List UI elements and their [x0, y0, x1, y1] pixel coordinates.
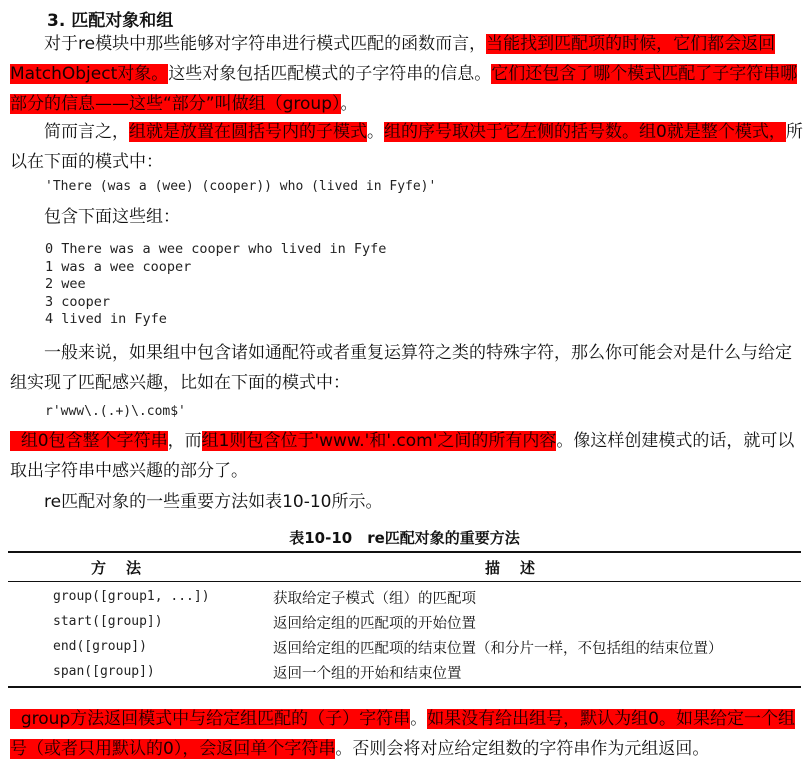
table-row [8, 584, 801, 609]
table-header-rule [8, 581, 801, 582]
paragraph-match-object [10, 29, 805, 119]
text-run: 包含下面这些组： [44, 207, 180, 227]
table-row [8, 609, 801, 634]
text-run: 这些对象包括匹配模式的子字符串的信息。 [168, 64, 492, 84]
table-row [8, 659, 801, 684]
highlight-run: 组的序号取决于它左侧的括号数。组0就是整个模式， [384, 122, 786, 142]
paragraph-groups-list-intro [10, 202, 805, 232]
text-run: 一般来说，如果组中包含诸如通配符或者重复运算符之类的特殊字符，那么你可能会对是什么与给定组实现了匹配感兴趣，比如在下面的模式中： [10, 343, 792, 393]
text-run: 所以在下面的模式中： [10, 122, 803, 172]
table-header-description: 描述 [485, 559, 556, 577]
text-run: 。 [340, 94, 358, 114]
table-bottom-rule [8, 686, 801, 688]
section-heading: 3. 匹配对象和组 [47, 11, 174, 31]
table-cell-method: end([group]) [53, 639, 147, 654]
table-cell-description: 获取给定子模式（组）的匹配项 [273, 591, 476, 607]
table-title: 表10-10 re匹配对象的重要方法 [289, 529, 520, 547]
code-sample-www-pattern: r'www\.(.+)\.com$' [45, 404, 186, 419]
highlight-run: 它们还包含了哪个模式匹配了子字符串哪部分的信息——这些“部分”叫做组（group） [10, 64, 798, 114]
group-list-item: 1 was a wee cooper [45, 258, 192, 275]
highlight-run: 组1则包含位于'www.'和'.com'之间的所有内容 [201, 431, 557, 451]
group-list-item: 4 lived in Fyfe [45, 311, 167, 327]
table-cell-description: 返回给定组的匹配项的结束位置（和分片一样，不包括组的结束位置） [273, 641, 723, 657]
table-cell-description: 返回给定组的匹配项的开始位置 [273, 616, 476, 632]
table-cell-method: group([group1, ...]) [53, 589, 210, 604]
paragraph-group-contents [10, 426, 805, 486]
highlight-run: group方法返回模式中与给定组匹配的（子）字符串 [20, 709, 411, 729]
highlight-run [10, 709, 21, 729]
group-list-item: 0 There was a wee cooper who lived in Fyfe [45, 241, 387, 257]
text-run: re匹配对象的一些重要方法如表10-10所示。 [44, 492, 383, 512]
text-run: 简而言之， [44, 122, 129, 142]
table-top-rule [8, 551, 801, 553]
paragraph-group-method [10, 704, 805, 764]
paragraph-groups-intro [10, 117, 805, 177]
table-cell-method: start([group]) [53, 614, 163, 629]
paragraph-table-intro [10, 487, 805, 517]
text-run: 对于re模块中那些能够对字符串进行模式匹配的函数而言， [44, 34, 487, 54]
highlight-run: 当能找到匹配项的时候，它们都会返回MatchObject对象。 [10, 34, 776, 84]
text-run: 。否则会将对应给定组数的字符串作为元组返回。 [335, 739, 710, 759]
table-header-method: 方法 [91, 559, 162, 577]
group-list [45, 241, 386, 329]
paragraph-special-chars [10, 338, 805, 398]
table-cell-description: 返回一个组的开始和结束位置 [273, 666, 462, 682]
text-run: 。 [367, 122, 384, 142]
highlight-run [10, 431, 21, 451]
highlight-run: 组0包含整个字符串 [20, 431, 168, 451]
table-row [8, 634, 801, 659]
group-list-item: 2 wee [45, 276, 86, 292]
table-cell-method: span([group]) [53, 664, 155, 679]
text-run: 。像这样创建模式的话，就可以取出字符串中感兴趣的部分了。 [10, 431, 795, 481]
highlight-run: 组就是放置在圆括号内的子模式 [129, 122, 367, 142]
code-sample-pattern: 'There (was a (wee) (cooper)) who (lived in Fyfe)' [45, 179, 437, 194]
highlight-run: 如果没有给出组号，默认为组0。如果给定一个组号（或者只用默认的0），会返回单个字符串 [10, 709, 796, 759]
group-list-item: 3 cooper [45, 293, 111, 310]
text-run: ，而 [167, 431, 202, 451]
text-run: 。 [410, 709, 428, 729]
